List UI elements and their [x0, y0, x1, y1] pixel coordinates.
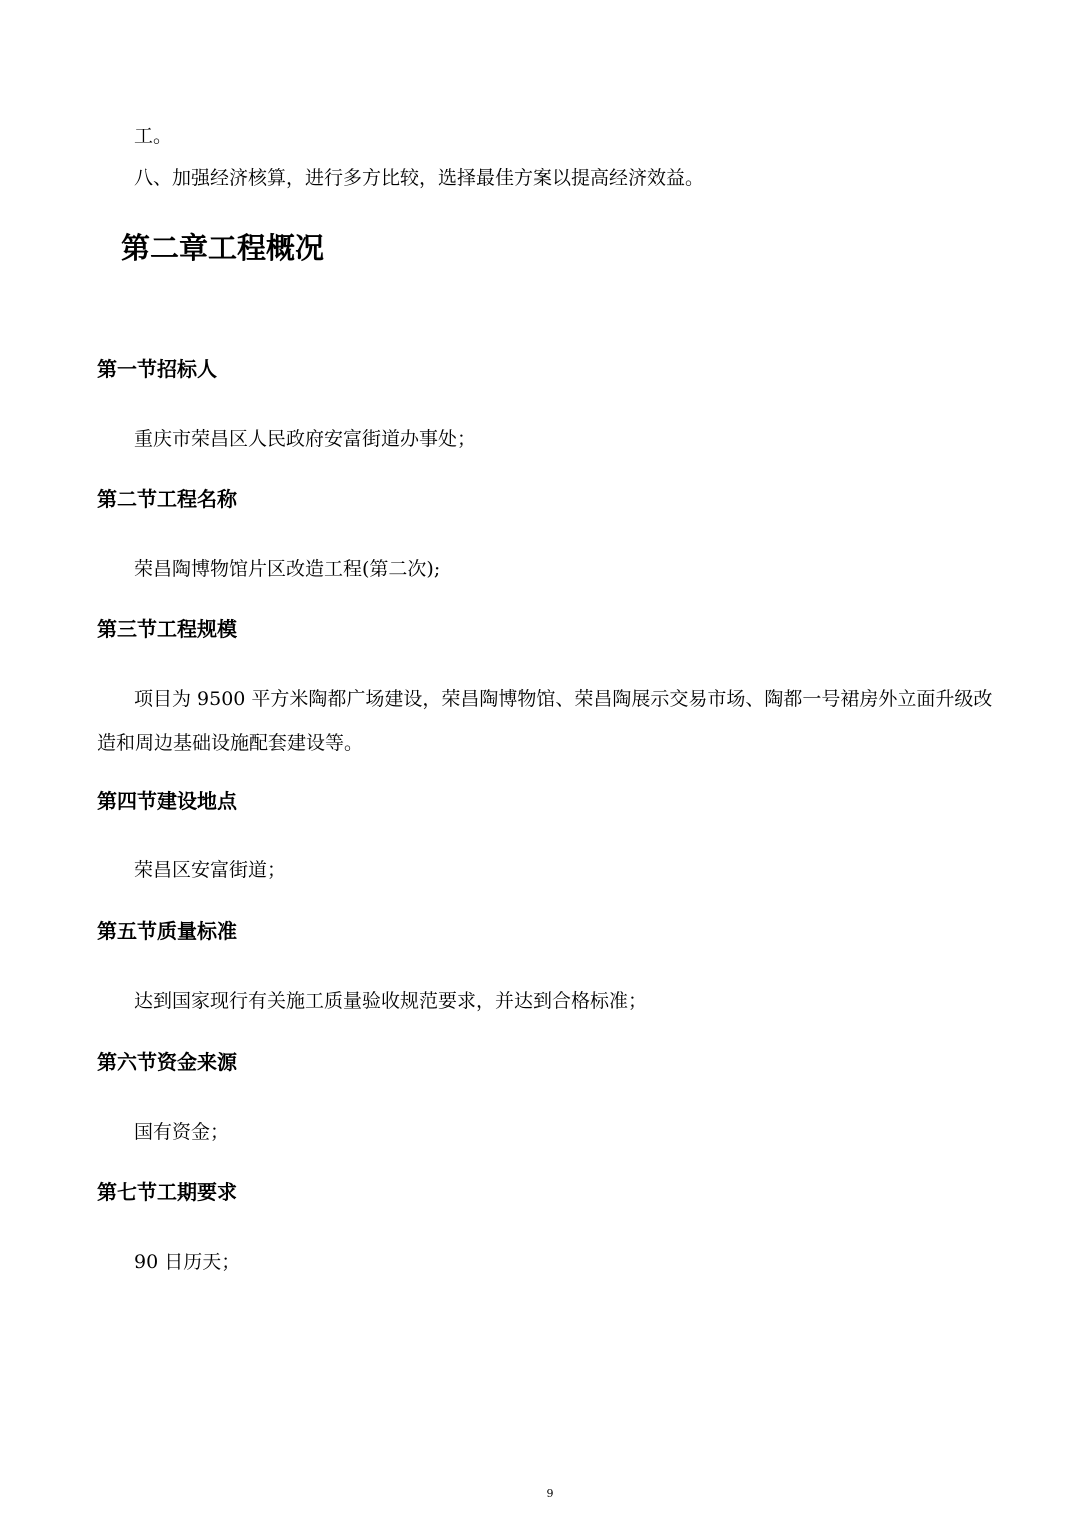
section-heading-4: 第四节建设地点 — [97, 789, 237, 813]
intro-line-2: 八、加强经济核算，进行多方比较，选择最佳方案以提高经济效益。 — [134, 167, 705, 189]
section-heading-2: 第二节工程名称 — [97, 487, 237, 511]
section-body-3-line-1: 项目为 9500 平方米陶都广场建设，荣昌陶博物馆、荣昌陶展示交易市场、陶都一号裙房外立面升级改 — [134, 688, 993, 710]
section-heading-5: 第五节质量标准 — [97, 919, 237, 943]
section-body-6: 国有资金； — [134, 1121, 230, 1143]
chapter-title: 第二章工程概况 — [121, 231, 325, 265]
section-body-3-line-2: 造和周边基础设施配套建设等。 — [97, 732, 364, 754]
section-body-7: 90 日历天； — [134, 1251, 241, 1273]
section-body-2: 荣昌陶博物馆片区改造工程(第二次); — [134, 558, 441, 580]
section-body-4: 荣昌区安富街道； — [134, 859, 287, 881]
section-body-1: 重庆市荣昌区人民政府安富街道办事处； — [134, 428, 477, 450]
intro-line-1: 工。 — [134, 125, 173, 147]
section-heading-1: 第一节招标人 — [97, 357, 217, 381]
section-body-5: 达到国家现行有关施工质量验收规范要求，并达到合格标准； — [134, 990, 648, 1012]
section-heading-6: 第六节资金来源 — [97, 1050, 237, 1074]
section-heading-3: 第三节工程规模 — [97, 617, 237, 641]
page-number: 9 — [546, 1487, 554, 1500]
section-heading-7: 第七节工期要求 — [97, 1180, 237, 1204]
